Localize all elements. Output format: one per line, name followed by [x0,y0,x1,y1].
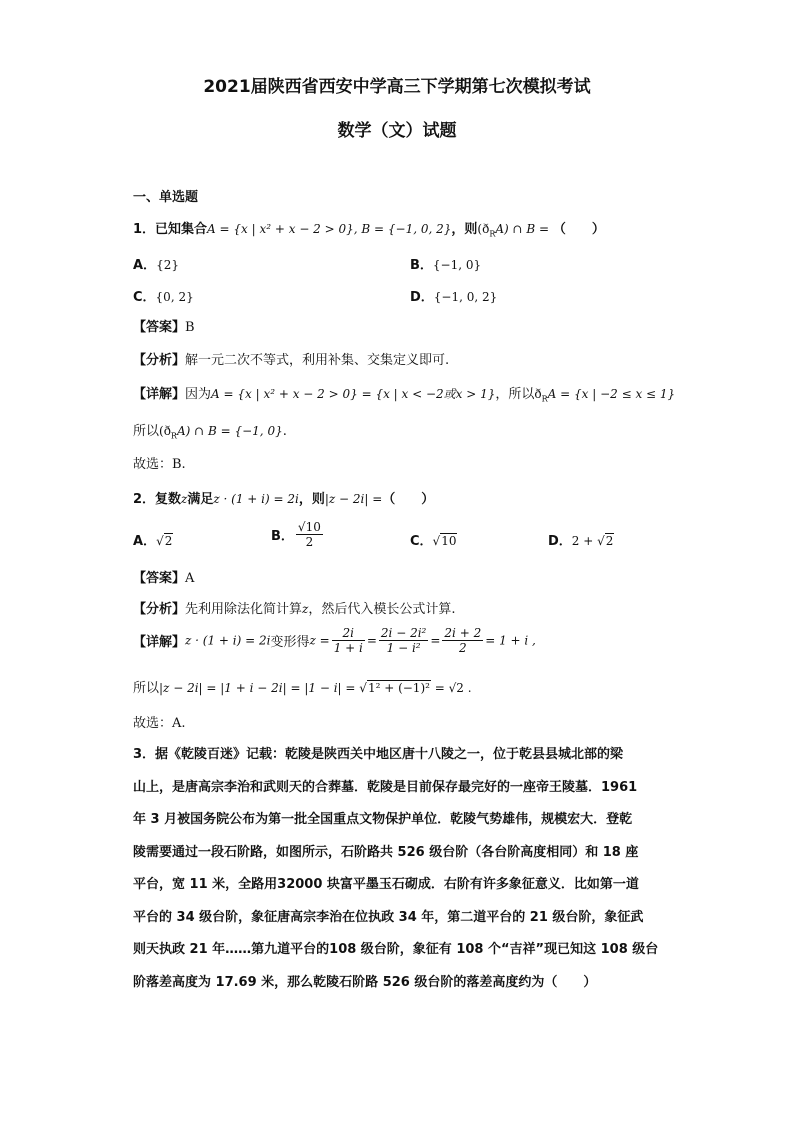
q1-analysis [133,349,449,368]
q2-option-c-sqrt: √10 [432,534,457,548]
q2-final: 故选：A. [133,716,186,731]
q2-detail-mid: 变形得 [270,635,310,650]
q2-analysis [133,598,456,617]
q3-line: 陵需要通过一段石阶路，如图所示，石阶路共 526 级台阶（各台阶高度相同）和 18 座 [133,844,639,860]
q3-line: 山上，是唐高宗李治和武则天的合葬墓．乾陵是目前保存最完好的一座帝王陵墓．1961 [133,779,638,795]
q2-option-c[interactable] [410,530,457,549]
q2-conclusion-math: |z − 2i| = |1 + i − 2i| = |1 − i| = [159,681,360,695]
q1-conclusion [133,420,287,441]
q2-conclusion-sqrt-value: 1² + (−1)² [367,681,430,695]
q2-option-a-value: 2 [164,534,173,548]
q1-conclusion-sub: R [170,431,177,441]
q2-stem-prefix: 2．复数 [133,492,182,507]
q2-answer-value: A [185,571,195,586]
q2-option-b-label: B． [271,529,294,544]
q2-analysis-var: z [302,602,309,616]
q3-line: 年 3 月被国务院公布为第一批全国重点文物保护单位．乾陵气势雄伟，规模宏大．登乾 [133,812,633,827]
q1-detail [133,383,675,404]
q3-line: 则天执政 21 年……第九道平台的108 级台阶，象征有 108 个“吉祥”现已知这 108 级台 [133,942,659,957]
q1-stem-math: A = {x | x² + x − 2 > 0}, B = {−1, 0, 2} [207,222,452,236]
q2-stem-var: z [181,492,188,506]
q1-answer-tag: 【答案】 [133,320,186,335]
q2-option-c-value: 10 [441,534,457,548]
q1-stem-math2: (ð [477,222,490,236]
q1-option-b[interactable] [410,254,481,273]
q1-option-a-label: A． [133,258,157,273]
q2-frac-1 [332,626,365,655]
q1-answer [133,316,195,335]
q1-conclusion-math: (ð [159,424,171,438]
q1-detail-math2-sub: R [541,394,548,404]
q2-stem-math: z · (1 + i) = 2i [213,492,299,506]
section-heading: 一、单选题 [133,190,199,205]
q1-option-a[interactable] [133,254,179,273]
q2-analysis-post: ，然后代入模长公式计算. [308,602,456,617]
q1-stem-prefix: 1．已知集合 [133,222,208,237]
q2-option-a-label: A． [133,534,157,549]
q1-option-d[interactable] [410,286,497,305]
q2-eq-2: = [430,633,441,648]
q2-answer [133,567,194,586]
q1-stem-mid: ，则 [451,222,478,237]
q2-frac-3-den: 2 [459,641,467,655]
q2-option-d[interactable] [548,530,614,549]
q2-option-d-sqrt: √2 [597,534,614,548]
q3-line: 3．据《乾陵百迷》记载：乾陵是陕西关中地区唐十八陵之一，位于乾县县城北部的梁 [133,747,624,762]
q1-option-c-label: C． [133,290,156,305]
q2-option-c-label: C． [410,534,433,549]
q1-analysis-tag: 【分析】 [133,353,186,368]
q2-conclusion [133,677,472,696]
q2-stem-mid: 满足 [187,492,214,507]
q1-option-c[interactable] [133,286,194,305]
q2-frac-2 [379,626,428,655]
q2-detail [133,626,536,655]
q2-answer-tag: 【答案】 [133,571,186,586]
q2-frac-2-num: 2i − 2i² [380,626,427,640]
q1-stem [133,218,605,239]
q2-conclusion-sqrt: √1² + (−1)² [359,681,430,695]
q1-option-a-value: {2} [156,258,179,272]
q1-stem-suffix: （ ） [552,222,605,237]
q1-option-d-value: {−1, 0, 2} [433,290,498,304]
exam-subtitle: 数学（文）试题 [337,121,457,141]
q2-frac-1-num: 2i [332,626,365,641]
q2-option-d-label: D． [548,534,572,549]
q1-stem-math2-rest: A) ∩ B = [495,222,553,236]
q1-detail-math1: A = {x | x² + x − 2 > 0} = {x | x < −2或x > 1} [211,387,496,401]
q2-option-b-num: √10 [297,520,321,534]
q1-analysis-text: 解一元二次不等式，利用补集、交集定义即可. [185,353,450,368]
q2-frac-1-den: 1 + i [333,641,363,655]
q3-line: 平台，宽 11 米，全路用32000 块富平墨玉石砌成．右阶有许多象征意义．比如第一道 [133,877,639,892]
q2-detail-math1: z · (1 + i) = 2i [185,633,271,648]
q3-line: 阶落差高度为 17.69 米，那么乾陵石阶路 526 级台阶的落差高度约为（ ） [133,974,597,990]
q2-option-d-value: 2 [605,534,614,548]
q2-detail-tail: = 1 + i , [485,633,536,648]
q3-stem [133,739,663,999]
q2-frac-2-den: 1 − i² [386,641,421,655]
q2-frac-3-num: 2i + 2 [444,626,482,640]
q1-detail-mid: ，所以 [495,387,535,402]
q1-answer-value: B [185,320,195,335]
q2-eq-1: = [366,633,377,648]
q1-detail-math2-rest: A = {x | −2 ≤ x ≤ 1} [547,387,676,401]
q2-option-b-den: 2 [305,535,314,549]
q1-option-d-label: D． [410,290,434,305]
q1-option-b-label: B． [410,258,433,273]
q1-conclusion-prefix: 所以 [133,424,160,439]
q2-conclusion-prefix: 所以 [133,681,160,696]
q2-stem-math2: |z − 2i| = [324,492,383,506]
q2-option-a[interactable] [133,530,173,549]
q2-detail-z: z = [309,633,330,648]
q1-stem-math2-sub: R [489,229,496,239]
q2-option-b-frac [296,520,323,549]
q1-detail-tag: 【详解】 [133,387,186,402]
q1-detail-math2: ð [534,387,542,401]
q3-line: 平台的 34 级台阶，象征唐高宗李治在位执政 34 年，第二道平台的 21 级台阶，象征武 [133,909,644,925]
q1-conclusion-end: . [282,424,287,439]
q2-stem [133,488,434,507]
q1-option-c-value: {0, 2} [155,290,194,304]
q2-detail-tag: 【详解】 [133,635,186,650]
q1-detail-prefix: 因为 [185,387,212,402]
exam-title: 2021届陕西省西安中学高三下学期第七次模拟考试 [203,77,591,97]
q2-frac-3 [442,626,483,655]
q2-analysis-tag: 【分析】 [133,602,186,617]
q2-analysis-pre: 先利用除法化简计算 [185,602,303,617]
q2-stem-suffix: （ ） [382,492,435,507]
q2-conclusion-end: = √2 . [430,681,472,695]
q1-conclusion-rest: A) ∩ B = {−1, 0} [176,424,283,438]
q2-stem-mid2: ，则 [298,492,325,507]
q1-final: 故选：B. [133,457,186,472]
q2-option-d-pre: 2 + [571,534,598,548]
q1-option-b-value: {−1, 0} [432,258,482,272]
q2-option-a-sqrt: √2 [156,534,173,548]
q2-option-b[interactable] [271,520,325,549]
